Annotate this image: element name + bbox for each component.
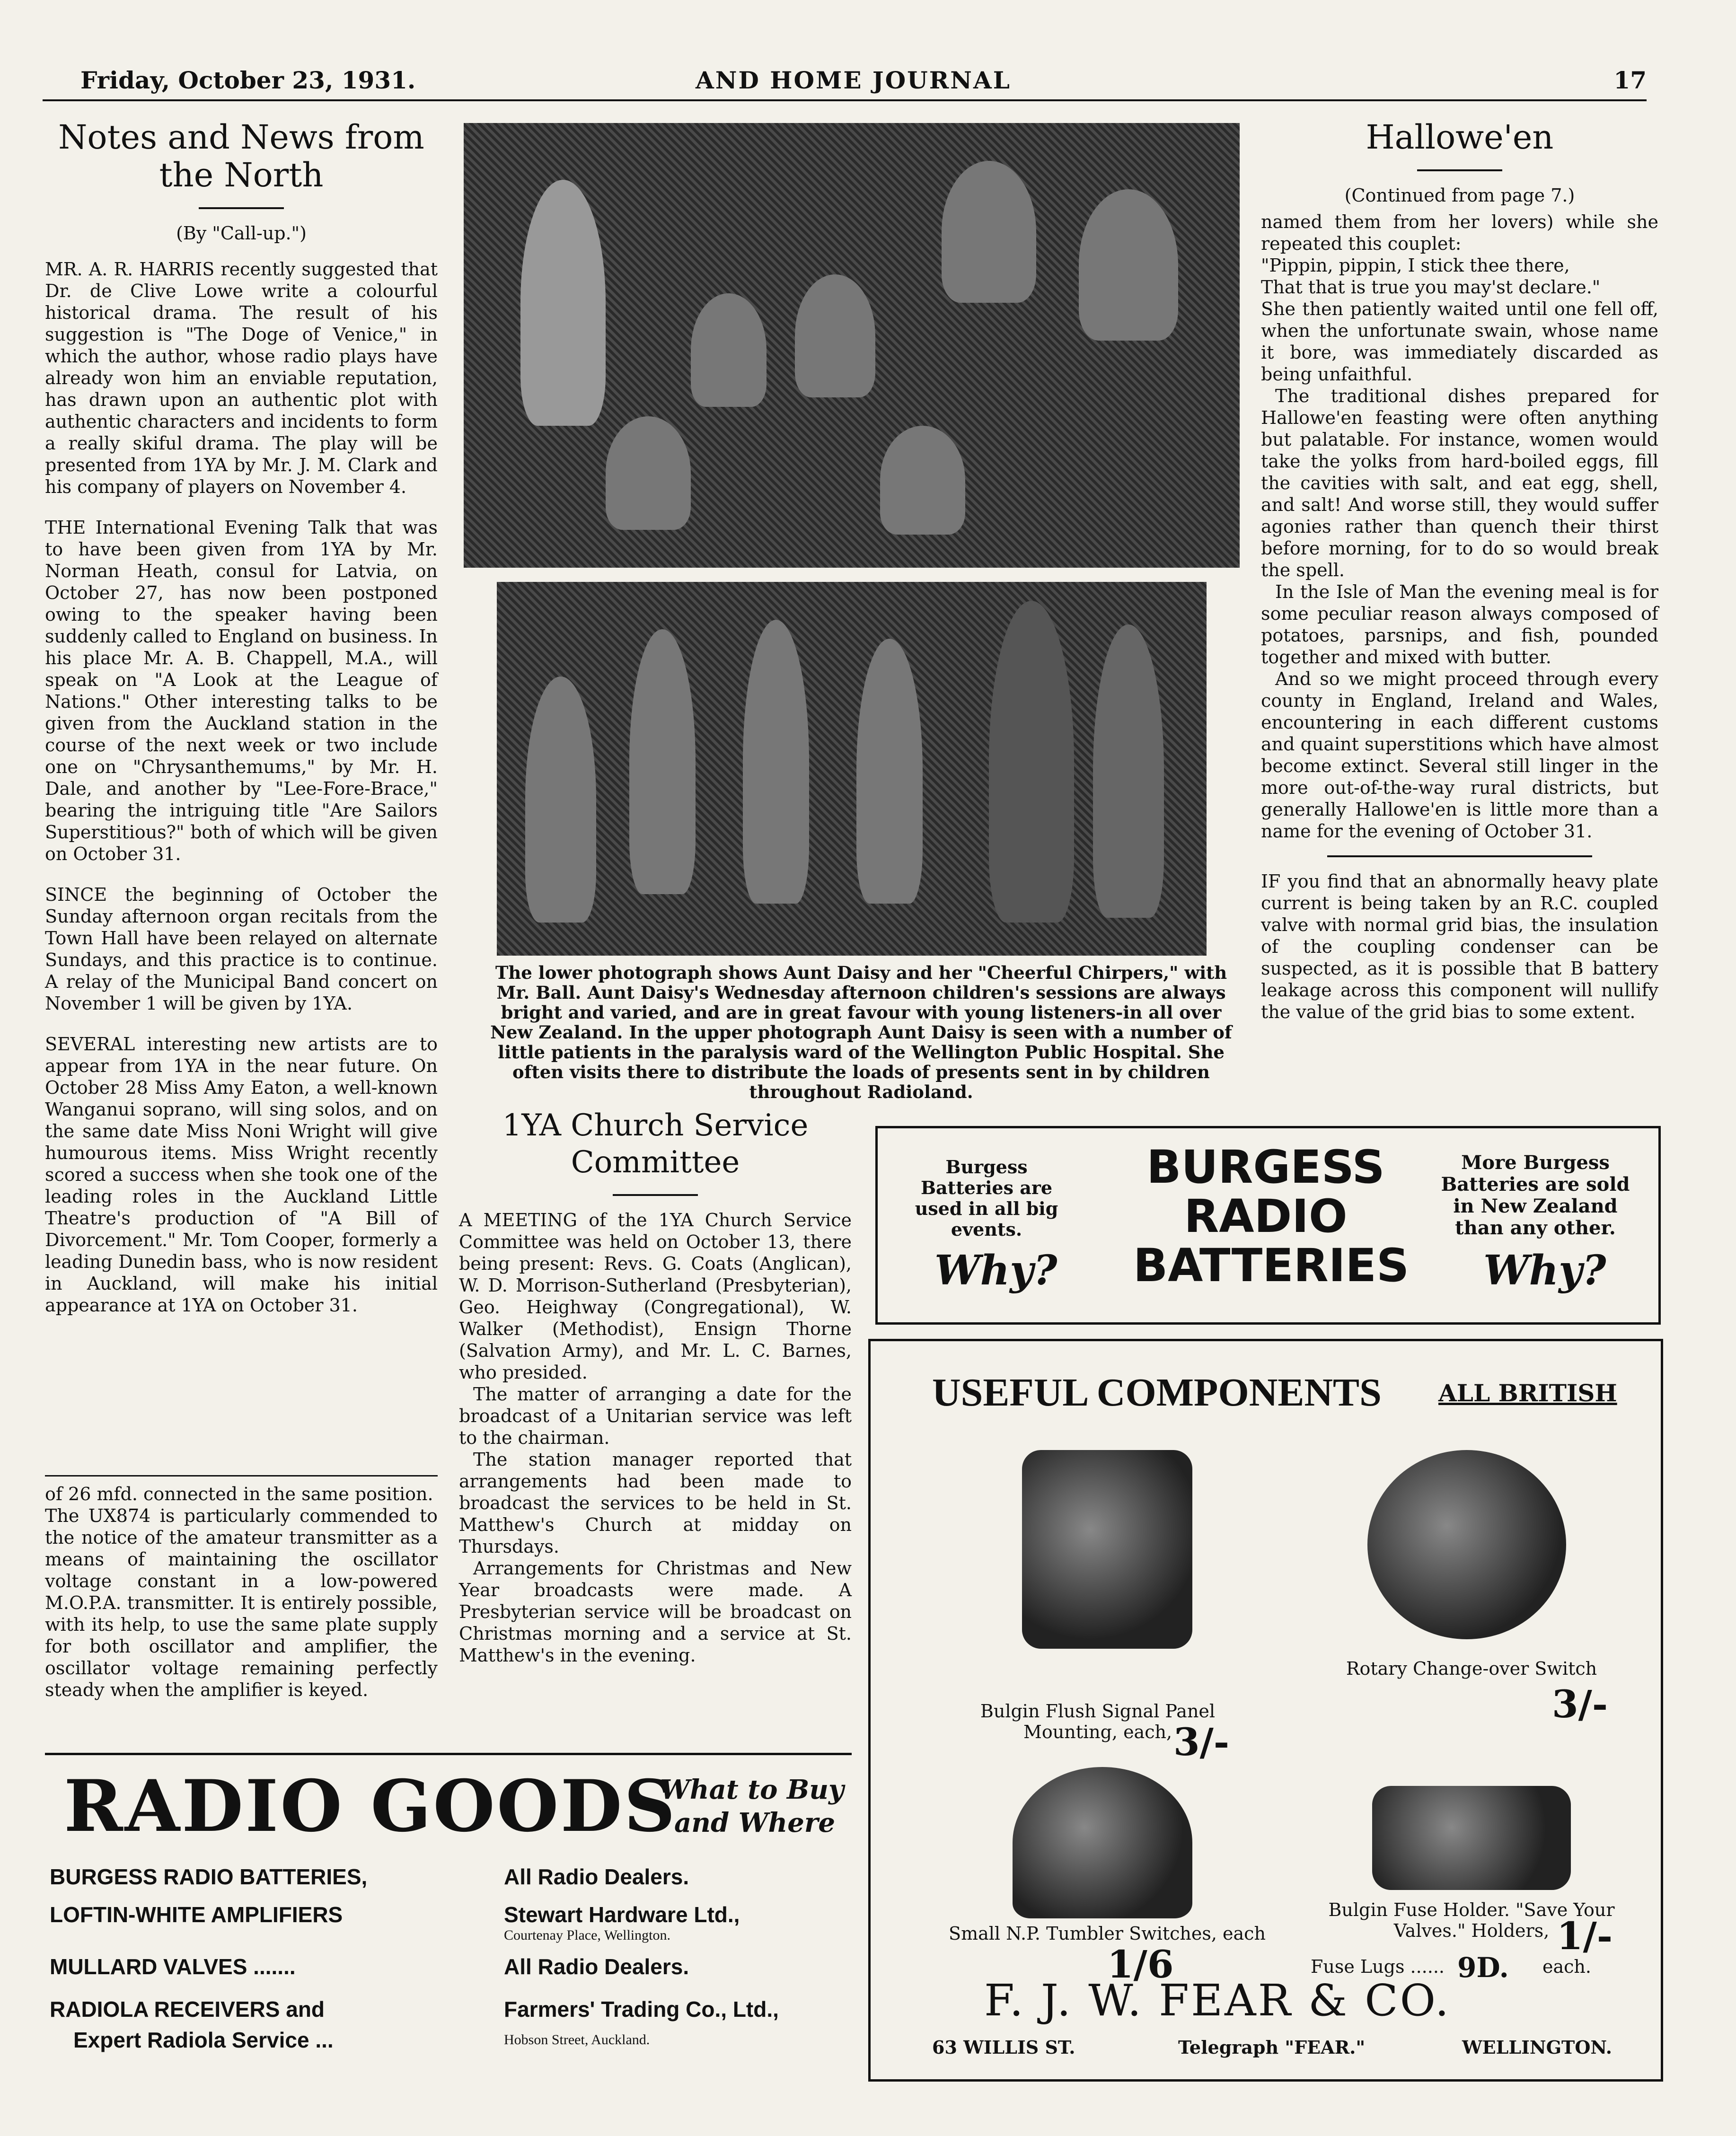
burgess-title-line: RADIO <box>1184 1190 1348 1243</box>
fuse-holder-image <box>1372 1786 1571 1890</box>
column-rule <box>45 1475 438 1477</box>
burgess-left-text: Burgess Batteries are used in all big events. <box>915 1156 1058 1240</box>
burgess-right-text: More Burgess Batteries are sold in New Zealand than any other. <box>1441 1152 1630 1239</box>
section-rule <box>1327 855 1592 857</box>
tumbler-switch-label: Small N.P. Tumbler Switches, each <box>949 1923 1266 1944</box>
dealer-name: All Radio Dealers. <box>504 1954 689 1979</box>
dealer-name: All Radio Dealers. <box>504 1864 689 1889</box>
transmitter-paragraph: of 26 mfd. connected in the same position. <box>45 1484 433 1504</box>
dealer-address <box>504 2032 650 2048</box>
burgess-title-line: BATTERIES <box>1133 1239 1410 1292</box>
notes-paragraph: THE International Evening Talk that was to have been given from 1YA by Mr. Norman Heath, consul for Latvia, on October 27, has now been postponed owing to the speaker having been suddenly called to England on business. In his place Mr. A. B. Chappell, M.A., will speak on "A Look at the League of Nations." Other interesting talks to be given from the Auckland station in the course of the next week or two include one on "Chrysanthemums," by Mr. H. Dale, and another by "Lee-Fore-Brace," bearing the intriguing title "Are Sailors Superstitious?" both of which will be given on October 31. <box>45 517 438 864</box>
components-title: USEFUL COMPONENTS <box>932 1371 1382 1415</box>
fuse-holder-price: 1/- <box>1557 1914 1613 1958</box>
dealer-name <box>504 1902 740 1943</box>
masthead <box>43 66 1647 104</box>
dealer-name: Farmers' Trading Co., Ltd., <box>504 1997 779 2022</box>
church-paragraph: Arrangements for Christmas and New Year broadcasts were made. A Presbyterian service will be broadcast on Christmas morning and a service at St. Matthew's in the evening. <box>459 1558 852 1666</box>
heading-rule <box>199 207 284 209</box>
changeover-switch-image <box>1367 1450 1566 1639</box>
transmitter-paragraph: The UX874 is particularly commended to the notice of the amateur transmitter as a means of maintaining the oscillator voltage constant in a low-powered M.O.P.A. transmitter. It is entirely possible, with its help, to use the same plate supply for both oscillator and amplifier, the oscillator voltage remaining perfectly steady when the amplifier is keyed. <box>45 1505 438 1700</box>
company-address: 63 WILLIS ST. <box>932 2037 1075 2058</box>
church-paragraph: The matter of arranging a date for the broadcast of a Unitarian service was left to the chairman. <box>459 1384 852 1448</box>
radio-goods-tagline: What to Buy <box>660 1774 844 1805</box>
fuse-lugs-label: Fuse Lugs ...... <box>1311 1956 1445 1977</box>
photo-caption: The lower photograph shows Aunt Daisy and her "Cheerful Chirpers," with Mr. Ball. Aunt Daisy's Wednesday afternoon children's sessions are always bright and varied, and are in great favour with young listeners-in all over New Zealand. In the upper photograph Aunt Daisy is seen with a number of little patients in the paralysis ward of the Wellington Public Hospital. She often visits there to distribute the loads of presents sent in by children throughout Radioland. <box>490 962 1232 1102</box>
issue-date: Friday, October 23, 1931. <box>80 66 416 94</box>
signal-panel-price: 3/- <box>1173 1720 1230 1764</box>
halloween-paragraph: named them from her lovers) while she repeated this couplet: <box>1261 211 1658 254</box>
chirpers-photo <box>497 582 1207 956</box>
radio-goods-tagline: and Where <box>674 1807 836 1838</box>
fuse-lugs-price: 9D. <box>1457 1951 1509 1984</box>
halloween-paragraph: And so we might proceed through every county in England, Ireland and Wales, encountering in each different customs and quaint superstitions which have almost become extinct. Several still linger in the more out-of-the-way rural districts, but generally Hallowe'en is little more than a name for the evening of October 31. <box>1261 668 1658 842</box>
company-telegraph: Telegraph "FEAR." <box>1178 2037 1366 2058</box>
church-paragraph: The station manager reported that arrangements had been made to broadcast the services to be held in St. Matthew's Church at midday on Thursdays. <box>459 1449 852 1557</box>
notes-paragraph: SINCE the beginning of October the Sunday afternoon organ recitals from the Town Hall have been relayed on alternate Sundays, and this practice is to continue. A relay of the Municipal Band concert on November 1 will be given by 1YA. <box>45 884 438 1014</box>
heading-rule <box>1417 169 1502 171</box>
church-paragraph: A MEETING of the 1YA Church Service Committee was held on October 13, there being present: Revs. G. Coats (Anglican), W. D. Morrison-Sutherland (Presbyterian), Geo. Heighway (Congregational), W. Walker (Methodist), Ensign Thorne (Salvation Army), and Mr. L. C. Barnes, who presided. <box>459 1210 852 1383</box>
church-heading: 1YA Church Service Committee <box>502 1108 809 1180</box>
burgess-title <box>1133 1141 1410 1292</box>
notes-heading: Notes and News from the North <box>58 118 424 194</box>
changeover-switch-price: 3/- <box>1552 1682 1608 1726</box>
church-column <box>459 1107 852 1666</box>
masthead-rule <box>43 99 1647 101</box>
tumbler-switch-price: 1/6 <box>1107 1942 1174 1987</box>
publication-title: AND HOME JOURNAL <box>696 66 1011 94</box>
why-left: Why? <box>934 1247 1057 1294</box>
continued-note: (Continued from page 7.) <box>1344 185 1575 206</box>
halloween-paragraph: The traditional dishes prepared for Hallowe'en feasting were often anything but palatable. For instance, women would take the yolks from hard-boiled eggs, fill the cavities with salt, and eat egg, shell, and salt! And worse still, they would suffer agonies rather than quench their thirst before morning, for to do so would break the spell. <box>1261 386 1658 580</box>
hospital-photo <box>464 123 1240 568</box>
signal-panel-label: Bulgin Flush Signal Panel Mounting, each, <box>980 1701 1216 1742</box>
fuse-holder-label: Bulgin Fuse Holder. "Save Your Valves." Holders, <box>1328 1899 1615 1941</box>
burgess-title-line: BURGESS <box>1146 1141 1385 1194</box>
heading-rule <box>613 1194 698 1196</box>
radio-goods-rule <box>45 1753 852 1755</box>
notes-paragraph: MR. A. R. HARRIS recently suggested that Dr. de Clive Lowe write a colourful historical drama. The result of his suggestion is "The Doge of Venice," in which the author, whose radio plays have already won him an enviable reputation, has drawn upon an authentic plot with authentic characters and incidents to form a really skiful drama. The play will be presented from 1YA by Mr. J. M. Clark and his company of players on November 4. <box>45 259 438 497</box>
product-name: BURGESS RADIO BATTERIES, <box>50 1864 368 1889</box>
burgess-ad <box>875 1126 1661 1325</box>
halloween-column <box>1261 118 1658 1042</box>
product-name: LOFTIN-WHITE AMPLIFIERS <box>50 1902 343 1927</box>
product-name: Expert Radiola Service ... <box>73 2028 334 2052</box>
notes-column <box>45 118 438 1335</box>
dealer-name-text: Stewart Hardware Ltd., <box>504 1902 740 1927</box>
couplet-line: "Pippin, pippin, I stick thee there, <box>1261 255 1570 276</box>
transmitter-note <box>45 1483 438 1720</box>
halloween-paragraph: She then patiently waited until one fell off, when the unfortunate swain, whose name it bore, was immediately discarded as being unfaithful. <box>1261 299 1658 385</box>
halloween-heading: Hallowe'en <box>1366 118 1554 157</box>
signal-panel-image <box>1022 1450 1192 1649</box>
notes-byline: (By "Call-up.") <box>176 223 307 244</box>
changeover-switch-label: Rotary Change-over Switch <box>1346 1658 1597 1679</box>
grid-bias-paragraph: IF you find that an abnormally heavy plate current is being taken by an R.C. coupled valve with normal grid bias, the insulation of the coupling condenser can be suspected, as it is possible that B battery leakage across this component will nullify the value of the grid bias to some extent. <box>1261 871 1658 1022</box>
dealer-address-text: Hobson Street, Auckland. <box>504 2032 650 2048</box>
couplet-line: That that is true you may'st declare." <box>1261 277 1601 298</box>
product-name: MULLARD VALVES ....... <box>50 1954 296 1979</box>
radio-goods-title: RADIO GOODS <box>64 1765 678 1848</box>
halloween-paragraph: In the Isle of Man the evening meal is for some peculiar reason always composed of potatoes, parsnips, and fish, pounded together and mixed with butter. <box>1261 581 1658 668</box>
components-subtitle: ALL BRITISH <box>1438 1379 1617 1407</box>
company-name: F. J. W. FEAR & CO. <box>984 1975 1451 2026</box>
dealer-address: Courtenay Place, Wellington. <box>504 1927 670 1943</box>
radio-goods-ad <box>45 1760 852 2072</box>
product-name: RADIOLA RECEIVERS and <box>50 1997 325 2022</box>
fuse-lugs-each: each. <box>1542 1956 1591 1977</box>
components-ad <box>868 1339 1663 2082</box>
notes-paragraph: SEVERAL interesting new artists are to appear from 1YA in the near future. On October 28 Miss Amy Eaton, a well-known Wanganui soprano, will sing solos, and on the same date Miss Noni Wright will give humourous items. Miss Wright recently scored a success when she took one of the leading roles in the Auckland Little Theatre's production of "A Bill of Divorcement." Mr. Tom Cooper, formerly a leading Dunedin bass, who is now resident in Auckland, will make his initial appearance at 1YA on October 31. <box>45 1034 438 1316</box>
tumbler-switch-image <box>1013 1767 1192 1918</box>
why-right: Why? <box>1483 1247 1606 1294</box>
company-city: WELLINGTON. <box>1462 2037 1612 2058</box>
page-number: 17 <box>1613 66 1647 94</box>
